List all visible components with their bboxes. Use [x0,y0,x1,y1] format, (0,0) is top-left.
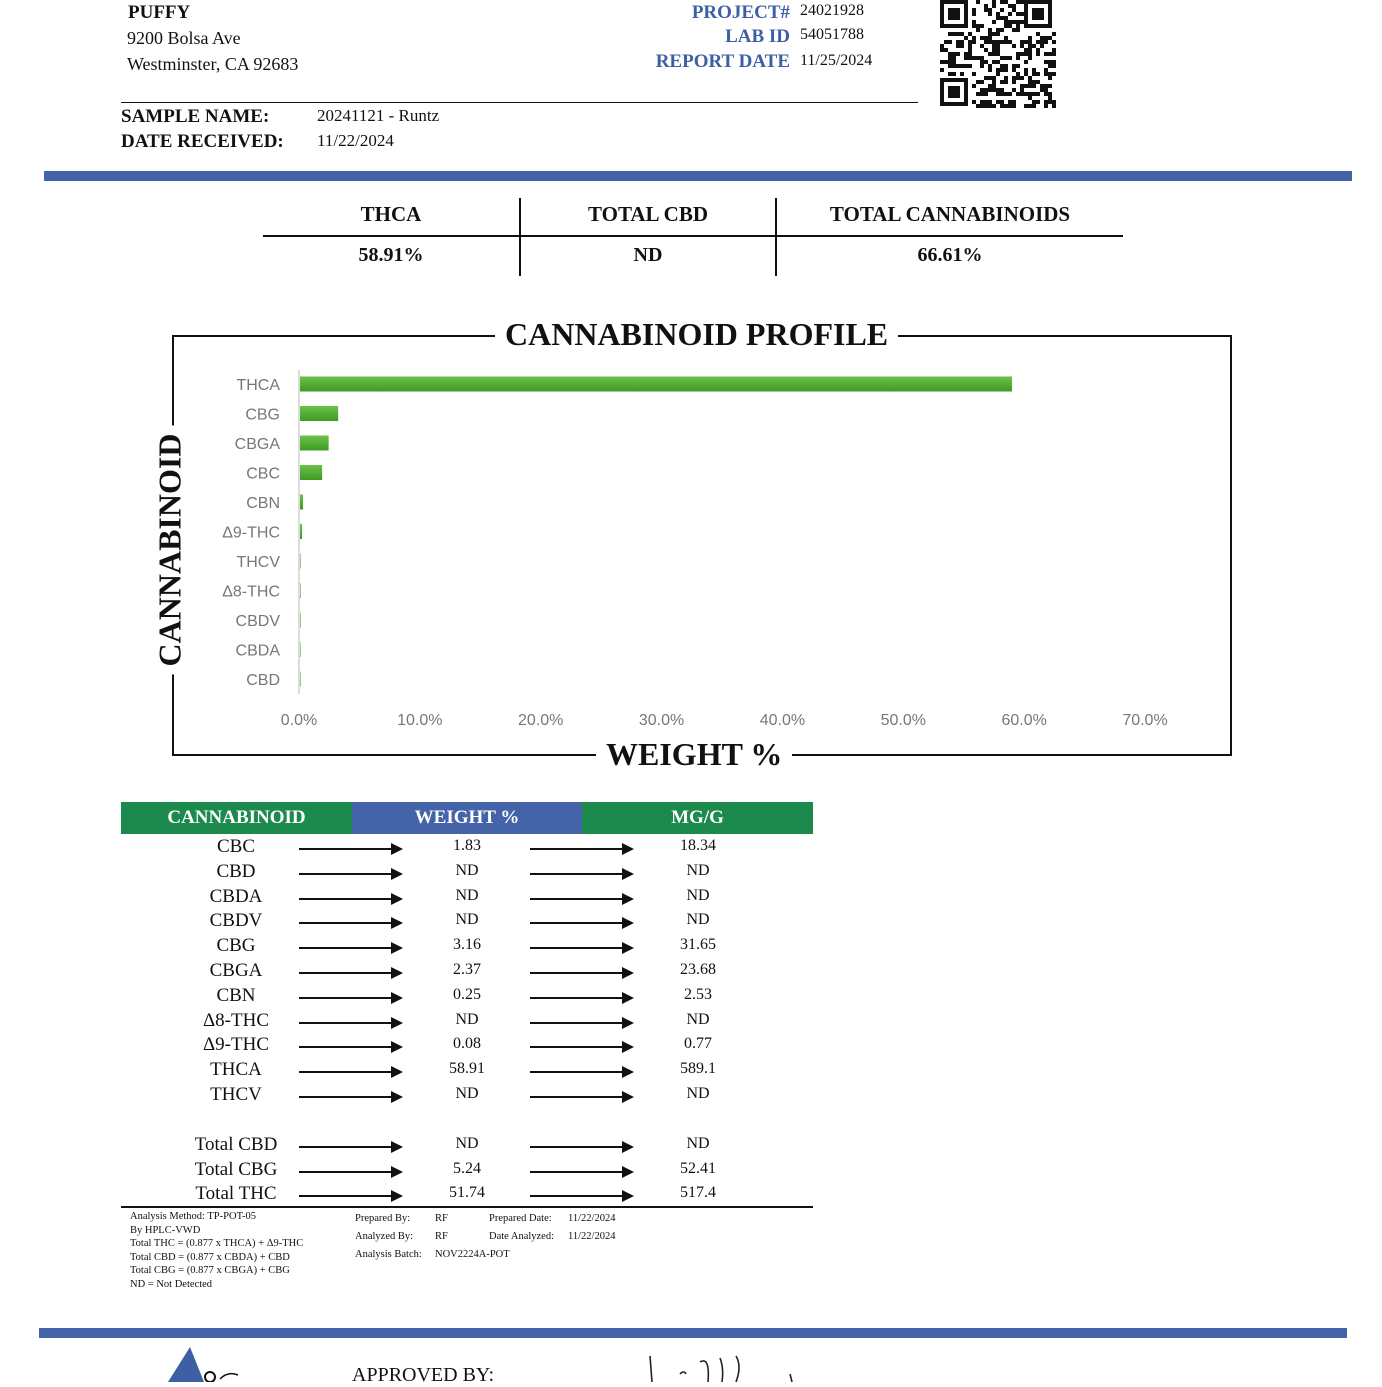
chart-tick-label: 10.0% [397,712,443,729]
table-header-mgg: MG/G [582,802,813,834]
arrow-icon [530,1071,632,1073]
row-cannabinoid-name: Total CBD [194,1134,278,1155]
arrow-icon [530,1022,632,1024]
chart-tick-label: 70.0% [1122,712,1168,729]
chart-category-label: CBDA [235,642,280,660]
arrow-icon [299,1146,401,1148]
row-weight-value: ND [455,1135,479,1152]
chart-category-label: Δ8-THC [222,583,280,601]
chart-category-label: CBD [246,672,280,689]
row-cannabinoid-name: Δ8-THC [202,1009,270,1031]
row-cannabinoid-name: THCA [210,1059,262,1081]
arrow-icon [530,898,632,900]
row-cannabinoid-name: CBDV [209,910,263,932]
arrow-icon [530,1096,632,1098]
chart-tick-label: 50.0% [880,712,926,729]
lab-logo [160,1345,250,1382]
arrow-icon [299,848,401,850]
row-mgg-value: 517.4 [680,1184,716,1201]
chart-bar [300,465,322,480]
chart-category-label: CBGA [234,436,280,453]
row-mgg-value: ND [686,886,710,904]
chart-bar [300,642,301,657]
prepared-by-label: Prepared By: [355,1213,411,1224]
analyzed-date-label: Date Analyzed: [489,1231,555,1242]
arrow-icon [299,873,401,875]
date-received-value: 11/22/2024 [317,131,394,150]
arrow-icon [530,873,632,875]
chart-category-label: CBG [245,406,280,424]
client-name: PUFFY [128,2,191,23]
chart-bar [300,495,303,510]
row-weight-value: 3.16 [453,936,481,954]
row-weight-value: 2.37 [453,961,481,978]
row-weight-value: 51.74 [449,1184,485,1201]
arrow-icon [299,997,401,999]
chart-tick-label: 0.0% [280,712,318,729]
row-cannabinoid-name: CBGA [209,960,263,981]
row-cannabinoid-name: THCV [210,1084,262,1105]
chart-bar [300,377,1012,392]
prepared-by-value: RF [435,1213,448,1224]
arrow-icon [299,1195,401,1197]
arrow-icon [530,972,632,974]
summary-label: TOTAL CANNABINOIDS [829,202,1071,226]
prepared-date-value: 11/22/2024 [568,1213,616,1224]
row-weight-value: ND [455,1085,479,1102]
row-cannabinoid-name: Total THC [195,1183,277,1204]
row-mgg-value: ND [686,911,710,929]
row-mgg-value: ND [686,1085,710,1102]
signature [640,1352,810,1382]
arrow-icon [299,1096,401,1098]
table-bottom-rule [121,1206,813,1208]
chart-x-axis-label: WEIGHT % [596,736,792,773]
analysis-note-line: By HPLC-VWD [130,1224,201,1236]
summary-label: TOTAL CBD [587,202,708,226]
arrow-icon [299,972,401,974]
row-cannabinoid-name: CBC [216,836,256,857]
approved-by-label: APPROVED BY: [352,1364,495,1386]
chart-category-label: CBN [246,495,280,512]
row-mgg-value: 2.53 [684,985,712,1003]
summary-value: 58.91% [358,244,424,266]
analysis-note-line: ND = Not Detected [130,1278,213,1290]
row-cannabinoid-name: CBDA [209,885,263,907]
row-weight-value: 1.83 [453,837,481,854]
chart-bar [300,583,301,598]
chart-category-label: CBDV [235,613,280,630]
labid-label: LAB ID [725,26,790,47]
chart-category-label: CBC [246,465,280,483]
chart-category-label: THCA [236,377,280,394]
arrow-icon [530,848,632,850]
arrow-icon [299,922,401,924]
report-date-value: 11/25/2024 [800,52,873,69]
analyzed-by-value: RF [435,1231,448,1242]
summary-value: 66.61% [917,244,983,266]
row-cannabinoid-name: Total CBG [194,1158,278,1180]
arrow-icon [299,1022,401,1024]
row-mgg-value: 23.68 [680,961,716,978]
row-cannabinoid-name: CBD [216,860,256,882]
row-mgg-value: 589.1 [680,1060,716,1078]
row-mgg-value: ND [686,1010,710,1028]
analysis-note-line: Total CBD = (0.877 x CBDA) + CBD [130,1251,290,1263]
analysis-note-line: Total THC = (0.877 x THCA) + Δ9-THC [130,1238,304,1249]
row-cannabinoid-name: Δ9-THC [202,1034,270,1056]
row-cannabinoid-name: CBG [216,935,256,957]
chart-tick-label: 60.0% [1001,712,1047,729]
analysis-batch-value: NOV2224A-POT [435,1249,510,1260]
client-address-line2: Westminster, CA 92683 [127,54,299,74]
arrow-icon [530,1171,632,1173]
row-weight-value: ND [455,911,479,929]
analysis-note-line: Total CBG = (0.877 x CBGA) + CBG [130,1265,290,1276]
row-mgg-value: 18.34 [680,837,716,854]
chart-category-label: THCV [236,554,280,571]
chart-bar [300,554,301,569]
analysis-batch-label: Analysis Batch: [355,1249,422,1260]
analysis-note-line: Analysis Method: TP-POT-05 [130,1211,257,1222]
row-weight-value: 0.08 [453,1035,481,1053]
arrow-icon [299,1171,401,1173]
sample-name-value: 20241121 - Runtz [317,106,440,125]
row-weight-value: ND [455,1010,479,1028]
chart-bar [300,524,302,539]
date-received-label: DATE RECEIVED: [121,131,284,152]
row-weight-value: ND [455,861,479,879]
arrow-icon [299,1046,401,1048]
arrow-icon [530,947,632,949]
sample-name-label: SAMPLE NAME: [121,106,270,127]
row-weight-value: 0.25 [453,985,481,1003]
arrow-icon [299,898,401,900]
client-address-line1: 9200 Bolsa Ave [127,28,241,48]
arrow-icon [530,1146,632,1148]
summary-value: ND [633,244,663,266]
analyzed-date-value: 11/22/2024 [568,1231,616,1242]
arrow-icon [530,1195,632,1197]
table-header-cannabinoid: CANNABINOID [121,802,352,834]
arrow-icon [530,922,632,924]
arrow-icon [530,997,632,999]
row-weight-value: 5.24 [453,1159,481,1177]
project-value: 24021928 [800,2,864,19]
table-header-weight: WEIGHT % [352,802,582,834]
chart-category-label: Δ9-THC [222,524,280,542]
chart-title: CANNABINOID PROFILE [495,316,898,353]
section-bar-bottom [39,1328,1347,1338]
row-mgg-value: 52.41 [680,1159,716,1177]
row-mgg-value: ND [686,861,710,879]
prepared-date-label: Prepared Date: [489,1213,552,1224]
chart-tick-label: 30.0% [638,712,685,729]
arrow-icon [299,947,401,949]
chart-bar [300,436,329,451]
row-weight-value: 58.91 [449,1060,485,1078]
analyzed-by-label: Analyzed By: [355,1231,414,1242]
arrow-icon [530,1046,632,1048]
project-label: PROJECT# [691,2,790,23]
chart-bar [300,406,338,421]
chart-y-axis-label: CANNABINOID [152,426,189,675]
labid-value: 54051788 [800,26,864,43]
row-weight-value: ND [455,886,479,904]
chart-tick-label: 40.0% [759,712,806,729]
arrow-icon [299,1071,401,1073]
summary-label: THCA [360,202,422,226]
row-mgg-value: 31.65 [680,936,716,954]
chart-bar [300,672,301,687]
row-cannabinoid-name: CBN [216,984,256,1006]
chart-tick-label: 20.0% [518,712,564,729]
row-mgg-value: ND [686,1135,710,1152]
report-date-label: REPORT DATE [655,51,790,72]
row-mgg-value: 0.77 [684,1035,712,1053]
chart-bar [300,613,301,628]
